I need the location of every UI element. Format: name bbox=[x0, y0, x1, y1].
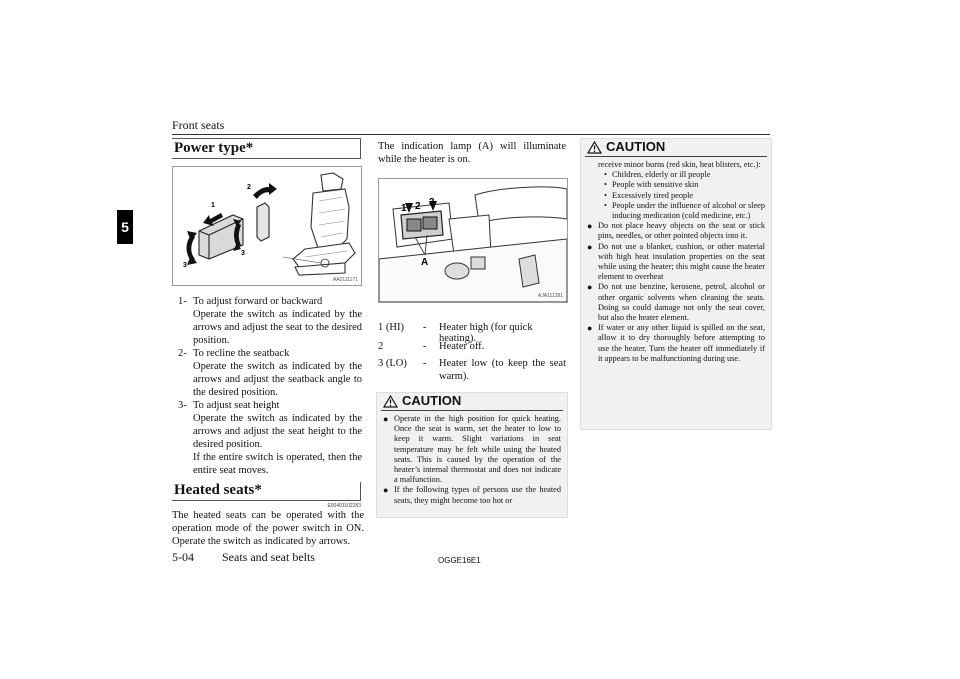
setting-label: 3 (LO) bbox=[378, 358, 407, 369]
header-rule bbox=[172, 134, 770, 135]
bullet-dot-icon: ● bbox=[383, 485, 389, 496]
persons-text: Excessively tired people bbox=[612, 190, 694, 200]
heated-seats-title: Heated seats* bbox=[174, 482, 262, 498]
caution-bullet bbox=[587, 323, 765, 364]
persons-text: People with sensitive skin bbox=[612, 180, 699, 190]
warning-triangle-icon bbox=[587, 141, 602, 154]
setting-dash: - bbox=[423, 358, 427, 369]
caution-list bbox=[377, 414, 567, 506]
arrow-label-3b: 3 bbox=[183, 262, 187, 269]
bullet-dot-icon: ● bbox=[383, 414, 389, 424]
caution-text: Operate in the high position for quick heating. Once the seat is warm, set the heater to low to keep it warm. Slight variations in seat temperature may be felt while using the heated seats. This is caused by the operation of the heater’s internal thermostat and does not indicate a malfunction. bbox=[394, 414, 561, 485]
document-code: OGGE16E1 bbox=[438, 556, 481, 565]
caution-box-right bbox=[580, 138, 772, 430]
caution-label: CAUTION bbox=[402, 393, 462, 409]
caution-label: CAUTION bbox=[606, 139, 666, 155]
setting-description: Heater high (for quick heating). bbox=[439, 322, 533, 344]
heater-switch-figure bbox=[378, 178, 568, 303]
caution-continued-text: receive minor burns (red skin, heat blisters, etc.): bbox=[598, 160, 761, 169]
step-2 bbox=[178, 347, 362, 360]
running-header: Front seats bbox=[172, 118, 225, 132]
footer-section: Seats and seat belts bbox=[222, 550, 315, 564]
heated-title-side-rule bbox=[360, 482, 361, 501]
caution-bullet bbox=[587, 282, 765, 323]
setting-description: Heater off. bbox=[439, 341, 485, 352]
persons-item: • People with sensitive skin bbox=[604, 180, 699, 190]
caution-text: If the following types of persons use the heated seats, they might become too hot or bbox=[394, 485, 561, 505]
fig-label-3: 3 bbox=[429, 197, 435, 208]
fig-label-a: A bbox=[421, 257, 429, 268]
setting-label: 1 (HI) bbox=[378, 322, 404, 333]
bullet-dot-icon: ● bbox=[587, 241, 593, 252]
caution-rule bbox=[381, 410, 563, 411]
power-steps bbox=[178, 295, 362, 477]
persons-text: Children, elderly or ill people bbox=[612, 170, 711, 180]
chapter-tab: 5 bbox=[117, 210, 133, 244]
power-type-title: Power type* bbox=[174, 140, 254, 156]
power-seat-figure bbox=[172, 166, 362, 286]
caution-rule bbox=[585, 156, 767, 157]
heated-seats-intro: The heated seats can be operated with the operation mode of the power switch in ON. Operate the switch as indicated by arrows. bbox=[172, 510, 364, 547]
caution-text: Do not place heavy objects on the seat or stick pins, needles, or other pointed objects into it. bbox=[598, 221, 765, 241]
caution-heading bbox=[377, 393, 567, 408]
arrow-label-3a: 3 bbox=[241, 250, 245, 257]
caution-box-left bbox=[376, 392, 568, 518]
step-heading: To recline the seatback bbox=[193, 348, 290, 359]
heater-switch-illustration bbox=[379, 179, 567, 302]
setting-dash: - bbox=[423, 341, 427, 352]
persons-item: • Children, elderly or ill people bbox=[604, 170, 711, 180]
heated-section-code: E00401102283 bbox=[327, 503, 361, 509]
section-rule-top bbox=[172, 138, 361, 139]
arrow-label-2: 2 bbox=[247, 184, 251, 191]
fig-label-1: 1 bbox=[401, 203, 407, 214]
setting-description: Heater low (to keep the seat warm). bbox=[439, 358, 566, 382]
setting-dash: - bbox=[423, 322, 427, 333]
caution-bullet bbox=[383, 485, 561, 505]
power-seat-illustration bbox=[173, 167, 361, 285]
section-rule-side bbox=[360, 138, 361, 159]
heater-figure-code: AJA111281 bbox=[537, 293, 563, 299]
bullet-dot-icon: ● bbox=[587, 221, 593, 232]
warning-triangle-icon bbox=[383, 395, 398, 408]
step-number: 3- bbox=[178, 400, 187, 411]
power-figure-code: AA0111171 bbox=[332, 277, 358, 283]
step-body: Operate the switch as indicated by the arrows and adjust the seatback angle to the desired position. bbox=[193, 361, 362, 398]
step-number: 2- bbox=[178, 348, 187, 359]
step-note: If the entire switch is operated, then the entire seat moves. bbox=[193, 452, 362, 476]
step-heading: To adjust seat height bbox=[193, 400, 280, 411]
arrow-label-1: 1 bbox=[211, 202, 215, 209]
section-rule-bottom bbox=[172, 158, 361, 159]
step-1 bbox=[178, 295, 362, 308]
caution-content bbox=[581, 160, 771, 364]
step-body: Operate the switch as indicated by the arrows and adjust the seat height to the desired position. bbox=[193, 413, 362, 450]
setting-label: 2 bbox=[378, 341, 384, 352]
indicator-lamp-text: The indication lamp (A) will illuminate while the heater is on. bbox=[378, 141, 566, 165]
caution-text: If water or any other liquid is spilled on the seat, allow it to dry thoroughly before attempting to use the heater. Turn the heater off immediately if it appears to be malfunctioning during use. bbox=[598, 323, 765, 363]
caution-bullet bbox=[587, 221, 765, 241]
bullet-dot-icon: ● bbox=[587, 282, 593, 293]
setting-row-off bbox=[378, 341, 566, 352]
step-3 bbox=[178, 399, 362, 412]
caution-bullet bbox=[587, 242, 765, 283]
persons-text: People under the influence of alcohol or sleep inducing medication (cold medicine, etc.) bbox=[612, 200, 765, 221]
persons-item: • Excessively tired people bbox=[604, 190, 694, 200]
setting-row-lo bbox=[378, 357, 566, 383]
step-heading: To adjust forward or backward bbox=[193, 296, 323, 307]
heated-title-rule bbox=[172, 500, 361, 501]
step-body: Operate the switch as indicated by the arrows and adjust the seat to the desired position. bbox=[193, 309, 362, 346]
persons-list bbox=[587, 170, 765, 221]
caution-bullet bbox=[383, 414, 561, 485]
step-number: 1- bbox=[178, 296, 187, 307]
caution-heading bbox=[581, 139, 771, 154]
caution-text: Do not use benzine, kerosene, petrol, alcohol or other organic solvents when cleaning the seats. Doing so could damage not only the seat cover, but also the heater element. bbox=[598, 282, 765, 323]
caution-text: Do not use a blanket, cushion, or other material with high heat insulation properties on the seat while using the heater; this might cause the heater element to overheat bbox=[598, 241, 765, 282]
persons-item: • People under the influence of alcohol or sleep inducing medication (cold medicine, etc.) bbox=[604, 200, 765, 221]
bullet-dot-icon: ● bbox=[587, 323, 593, 334]
page-number: 5-04 bbox=[172, 550, 194, 564]
fig-label-2: 2 bbox=[415, 201, 421, 212]
